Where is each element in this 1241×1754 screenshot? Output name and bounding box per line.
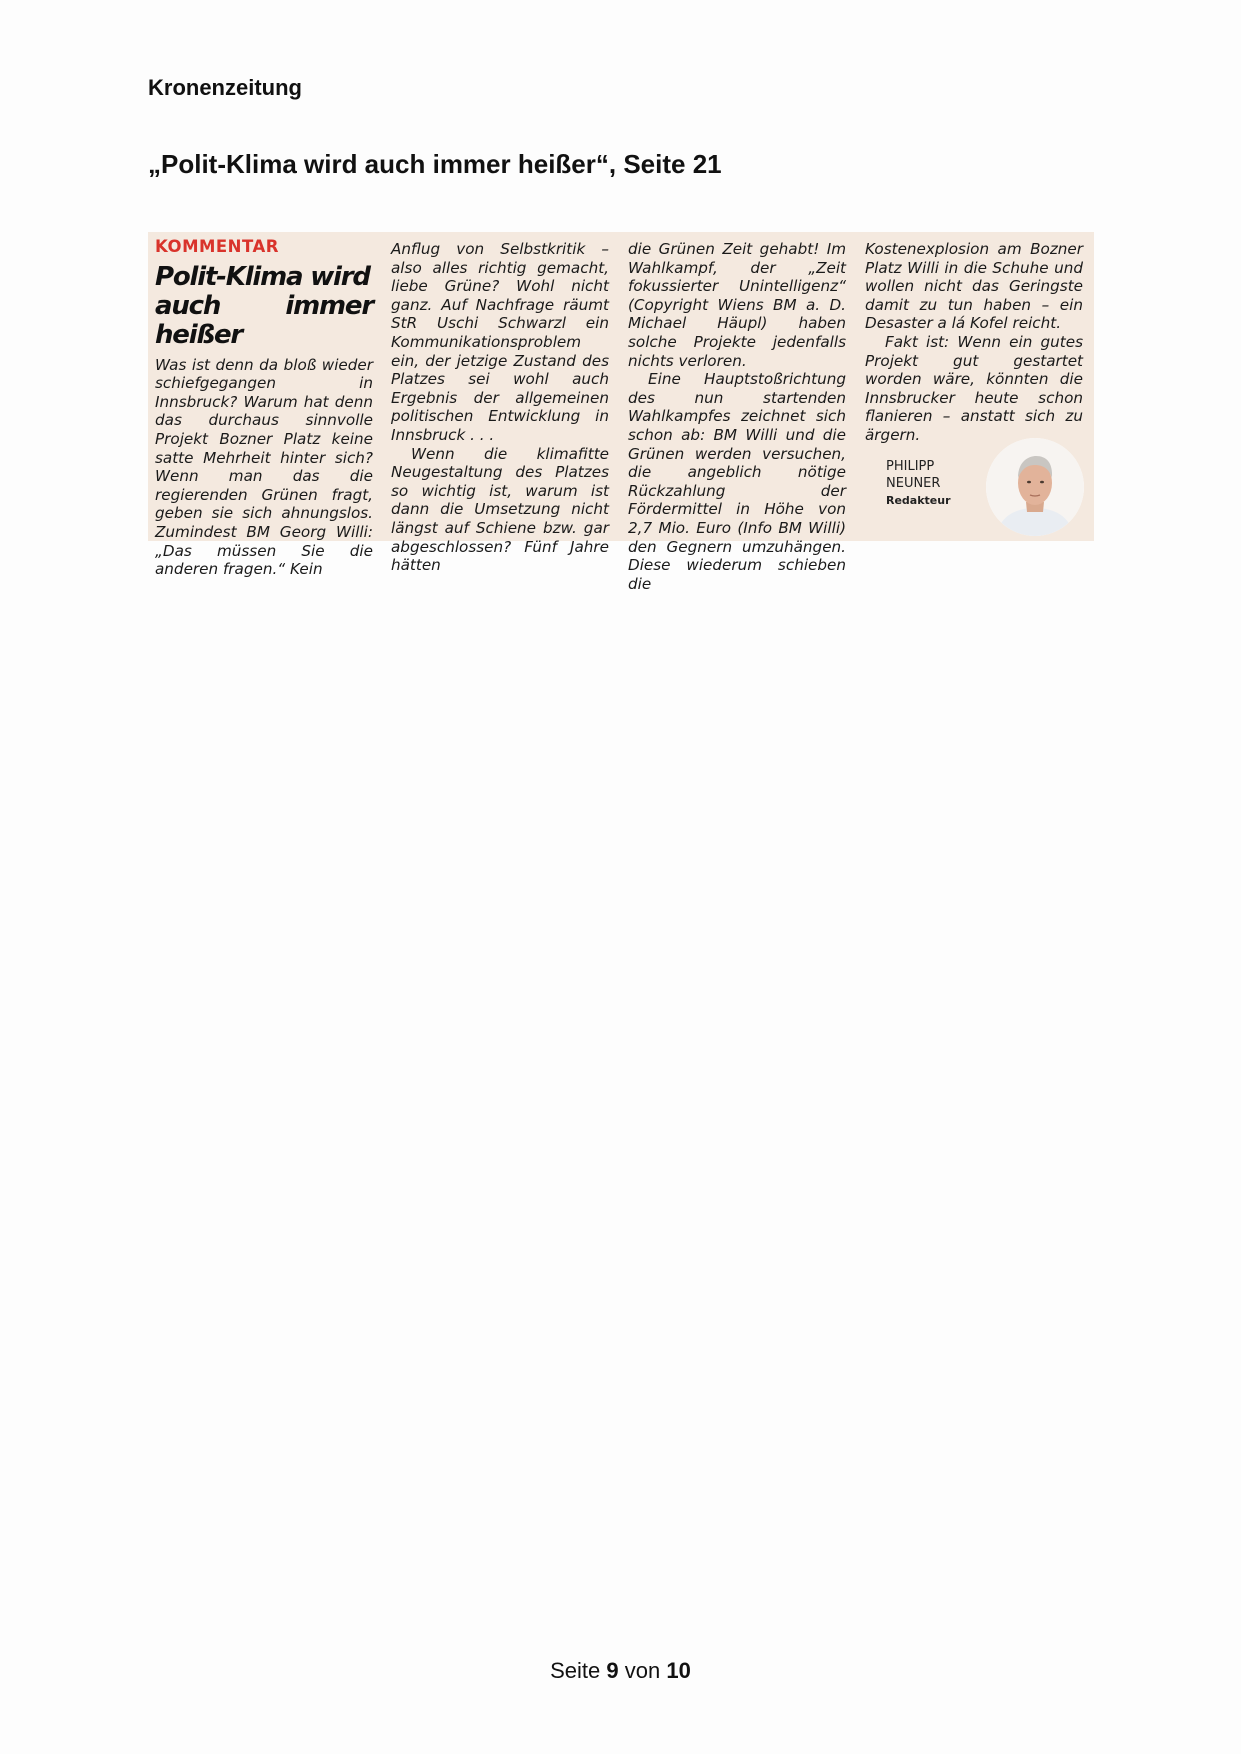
author-portrait-image (986, 438, 1084, 536)
article-kicker: KOMMENTAR (155, 237, 279, 256)
article-title-line-2: auch immer heißer (155, 290, 373, 350)
article-paragraph: Kostenexplosion am Bozner Platz Willi in die Schuhe und wollen nicht das Geringste damit zu tun haben – ein Desaster a lá Kofel reicht. (865, 240, 1083, 333)
article-column-2 (391, 240, 609, 575)
page-number-middle: von (624, 1658, 661, 1683)
page-number-total: 10 (666, 1658, 691, 1683)
author-byline (886, 458, 951, 509)
author-first-name: PHILIPP (886, 459, 935, 474)
article-paragraph: Fakt ist: Wenn ein gutes Projekt gut gestartet worden wäre, könnten die Innsbrucker heute schon flanieren – anstatt sich zu ärgern. (865, 332, 1083, 444)
article-title-line-1: Polit-Klima wird (155, 261, 370, 292)
article-clipping (148, 232, 1094, 593)
article-paragraph: Wenn die klimafitte Neugestaltung des Platzes so wichtig ist, warum ist dann die Umsetzung nicht längst auf Schiene bzw. gar abgeschlossen? Fünf Jahre hätten (391, 444, 609, 575)
article-column-1 (155, 238, 373, 579)
article-paragraph: Anflug von Selbstkritik – also alles richtig gemacht, liebe Grüne? Wohl nicht ganz. Auf Nachfrage räumt StR Uschi Schwarzl ein Kommunikationsproblem ein, der jetzige Zustand des Platzes sei wohl auch Ergebnis der allgemeinen politischen Entwicklung in Innsbruck . . . (391, 240, 609, 444)
article-column-4 (865, 240, 1083, 445)
article-title (155, 263, 373, 350)
article-paragraph: Was ist denn da bloß wieder schiefgegangen in Innsbruck? Warum hat denn das durchaus sinnvolle Projekt Bozner Platz keine satte Mehrheit hinter sich? Wenn man das die regierenden Grünen fragt, geben sie sich ahnungslos. Zumindest BM Georg Willi: „Das müssen Sie die anderen fragen.“ Kein (155, 355, 373, 579)
article-column-3 (628, 240, 846, 593)
page-headline: „Polit-Klima wird auch immer heißer“, Seite 21 (148, 149, 722, 179)
article-paragraph: Eine Hauptstoßrichtung des nun startenden Wahlkampfes zeichnet sich schon ab: BM Willi und die Grünen werden versuchen, die angeblich nötige Rückzahlung der Fördermittel in Höhe von 2,7 Mio. Euro (Info BM Willi) den Gegnern umzuhängen. Diese wiederum schieben die (628, 370, 846, 593)
source-name: Kronenzeitung (148, 75, 302, 100)
author-last-name: NEUNER (886, 476, 941, 491)
author-role: Redakteur (886, 494, 951, 507)
page-number-current: 9 (606, 1658, 619, 1683)
page-number-prefix: Seite (550, 1658, 601, 1683)
page-number (0, 1658, 1241, 1684)
author-portrait (986, 438, 1084, 536)
article-paragraph: die Grünen Zeit gehabt! Im Wahlkampf, der „Zeit fokussierter Unintelligenz“ (Copyright Wiens BM a. D. Michael Häupl) haben solche Projekte jedenfalls nichts verloren. (628, 240, 846, 370)
